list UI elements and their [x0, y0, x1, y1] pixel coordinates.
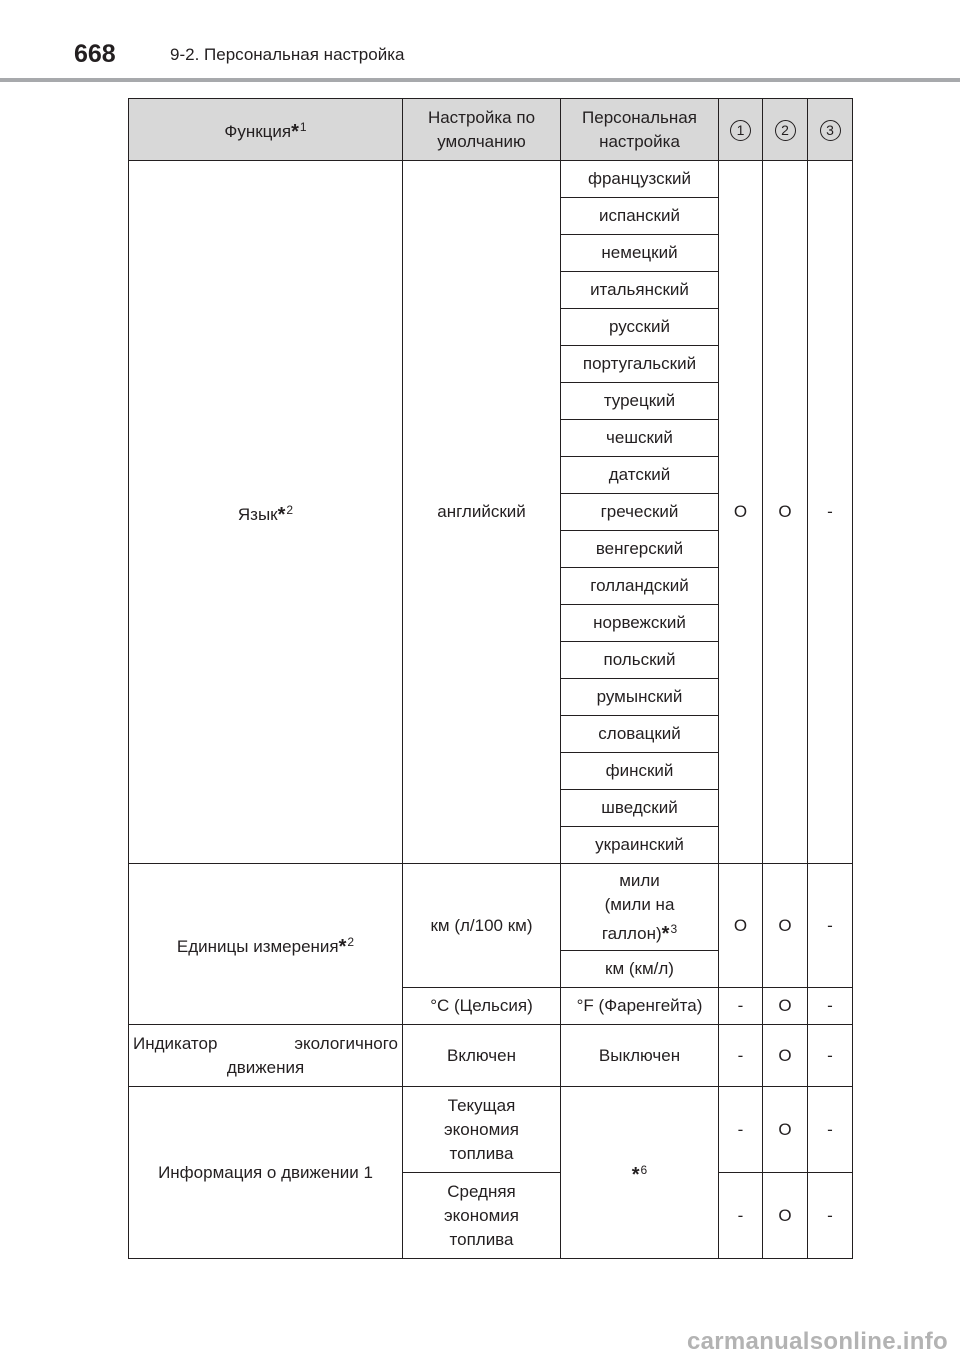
language-col2: O: [763, 161, 808, 864]
language-option: норвежский: [561, 605, 719, 642]
language-function: Язык*$^2$: [129, 161, 403, 864]
eco-default: Включен: [403, 1025, 561, 1087]
language-option: португальский: [561, 346, 719, 383]
temp-col1: -: [719, 988, 763, 1025]
trip-custom: *$^6$: [561, 1087, 719, 1259]
footnote-star-icon: *: [661, 922, 670, 945]
language-option: словацкий: [561, 716, 719, 753]
units-col1: O: [719, 864, 763, 988]
trip-option-line: Текущая: [447, 1095, 516, 1115]
temp-col3: -: [808, 988, 853, 1025]
trip-option-line: экономия: [444, 1205, 519, 1225]
section-title: 9-2. Персональная настройка: [170, 45, 405, 64]
trip-col2: O: [763, 1087, 808, 1173]
page-number: 668: [74, 40, 116, 68]
units-option-line: мили: [619, 870, 660, 890]
temp-default: °C (Цельсия): [403, 988, 561, 1025]
language-option: польский: [561, 642, 719, 679]
units-function: Единицы измерения*$^2$: [129, 864, 403, 1025]
units-option-miles: [561, 864, 719, 951]
trip-option-average: [403, 1173, 561, 1259]
language-option: датский: [561, 457, 719, 494]
eco-function-line: Индикатор экологичного: [133, 1033, 398, 1053]
settings-table: [128, 98, 853, 1259]
units-default: км (л/100 км): [403, 864, 561, 988]
temp-option: °F (Фаренгейта): [561, 988, 719, 1025]
footnote-star-icon: *: [631, 1164, 640, 1186]
language-col3: -: [808, 161, 853, 864]
units-option-line: (мили на: [604, 894, 675, 914]
trip-option-current: [403, 1087, 561, 1173]
trip-col1: -: [719, 1087, 763, 1173]
table-header-row: [129, 99, 853, 161]
table-row: [129, 161, 853, 198]
eco-function-line: движения: [226, 1057, 305, 1077]
table-row: [129, 864, 853, 951]
language-option: русский: [561, 309, 719, 346]
eco-custom: Выключен: [561, 1025, 719, 1087]
trip-option-line: топлива: [449, 1229, 514, 1249]
temp-col2: O: [763, 988, 808, 1025]
language-option: итальянский: [561, 272, 719, 309]
language-option: украинский: [561, 827, 719, 864]
trip-col1: -: [719, 1173, 763, 1259]
language-option: венгерский: [561, 531, 719, 568]
trip-col3: -: [808, 1173, 853, 1259]
language-option: испанский: [561, 198, 719, 235]
trip-col3: -: [808, 1087, 853, 1173]
trip-option-line: Средняя: [447, 1181, 516, 1201]
footnote-star-icon: *: [291, 121, 299, 143]
trip-col2: O: [763, 1173, 808, 1259]
header-function: Функция*$^1$: [129, 99, 403, 161]
trip-function: Информация о движении 1: [129, 1087, 403, 1259]
trip-option-line: топлива: [449, 1143, 514, 1163]
language-option: французский: [561, 161, 719, 198]
header-rule: [0, 78, 960, 82]
footnote-star-icon: *: [277, 503, 286, 526]
eco-col1: -: [719, 1025, 763, 1087]
units-option-line: галлон)*$^3$: [601, 921, 678, 945]
language-option: шведский: [561, 790, 719, 827]
header-col2: [763, 99, 808, 161]
language-option: немецкий: [561, 235, 719, 272]
units-col3: -: [808, 864, 853, 988]
watermark: carmanualsonline.info: [686, 1328, 948, 1355]
language-default: английский: [403, 161, 561, 864]
circled-one-icon: 1: [730, 120, 751, 141]
header-default: Настройка по умолчанию: [403, 99, 561, 161]
header-custom: Персональная настройка: [561, 99, 719, 161]
footnote-star-icon: *: [338, 935, 347, 958]
table-row: [129, 1025, 853, 1087]
units-col2: O: [763, 864, 808, 988]
language-option: голландский: [561, 568, 719, 605]
page-header: [0, 0, 960, 90]
header-col3: [808, 99, 853, 161]
language-option: румынский: [561, 679, 719, 716]
language-option: греческий: [561, 494, 719, 531]
language-option: чешский: [561, 420, 719, 457]
circled-three-icon: 3: [820, 120, 841, 141]
trip-option-line: экономия: [444, 1119, 519, 1139]
units-option-kml: км (км/л): [561, 951, 719, 988]
language-option: турецкий: [561, 383, 719, 420]
language-option: финский: [561, 753, 719, 790]
eco-col2: O: [763, 1025, 808, 1087]
circled-two-icon: 2: [775, 120, 796, 141]
eco-function: [129, 1025, 403, 1087]
header-col1: [719, 99, 763, 161]
table-row: [129, 1087, 853, 1173]
language-col1: O: [719, 161, 763, 864]
eco-col3: -: [808, 1025, 853, 1087]
